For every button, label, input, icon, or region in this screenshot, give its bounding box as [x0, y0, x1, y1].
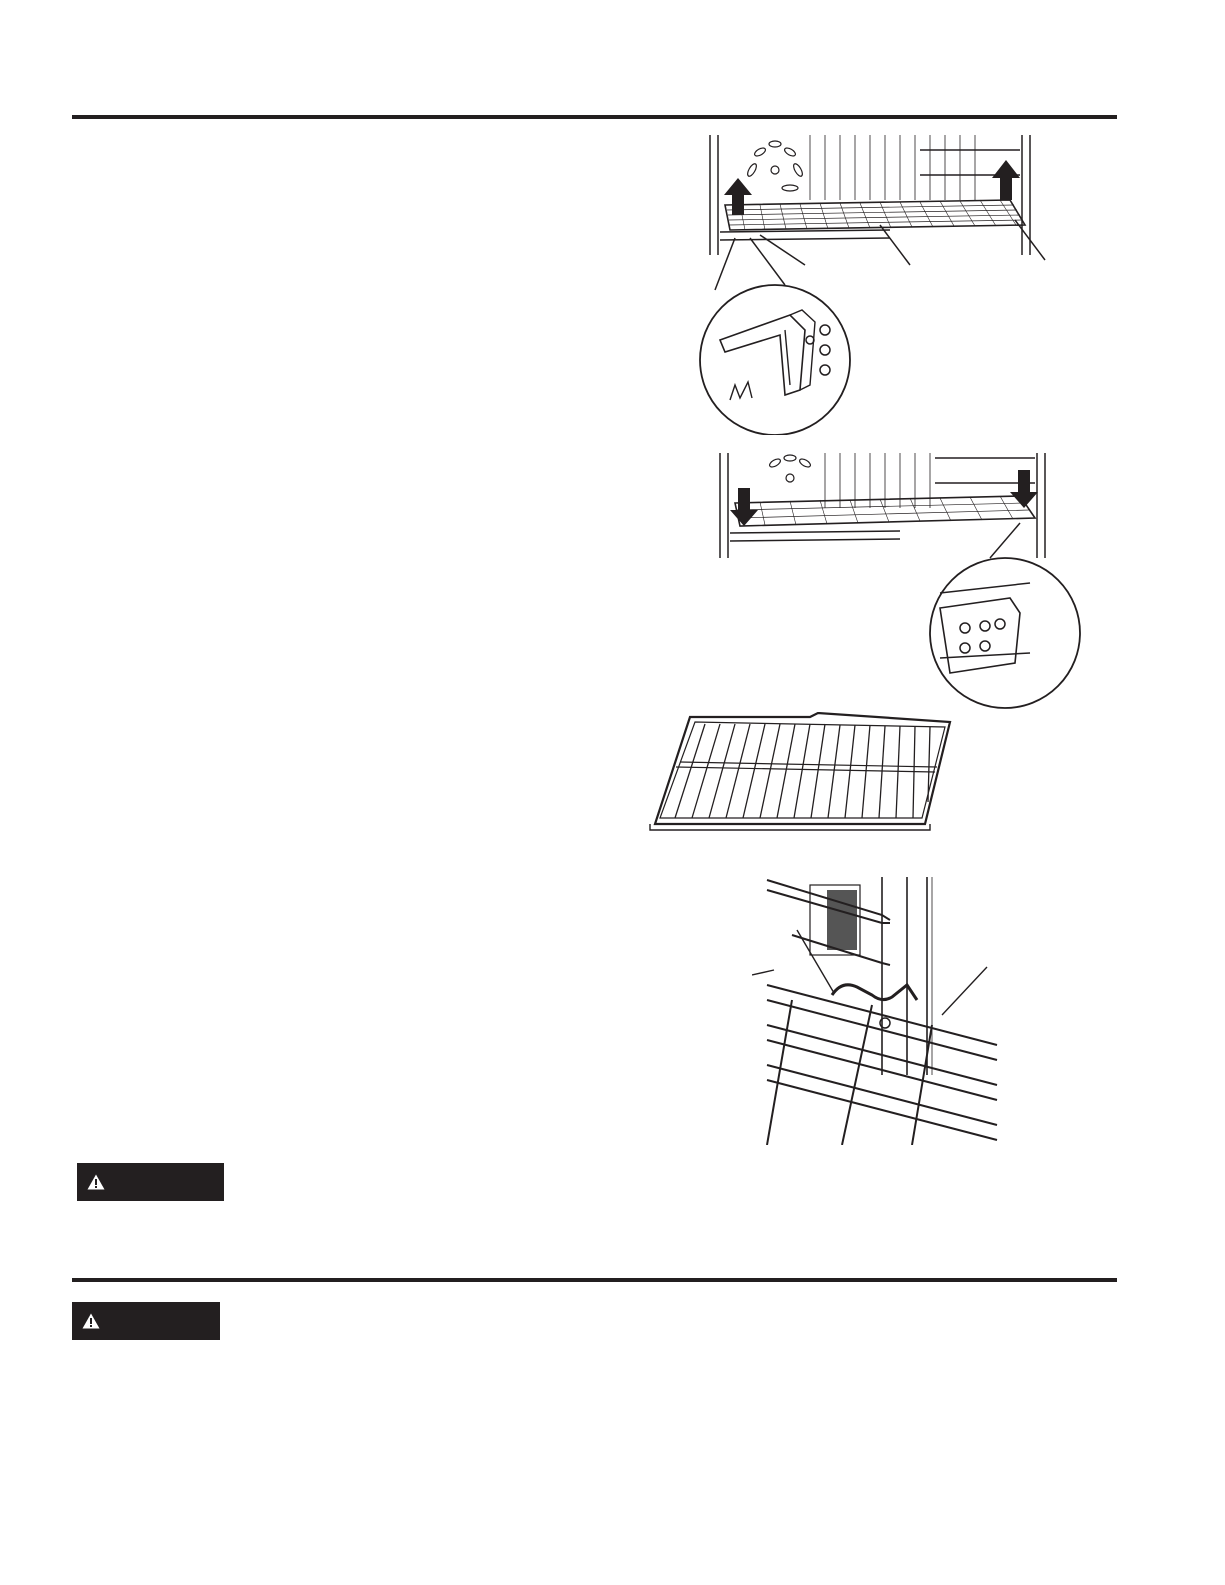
warning-badge-bottom [72, 1302, 220, 1340]
rack-removal-illustration [690, 130, 1070, 435]
warning-triangle-icon [82, 1313, 100, 1329]
rack-stop-detail-illustration [752, 875, 1012, 1145]
bottom-section-rule [72, 1278, 1117, 1282]
oven-rack-illustration [640, 712, 960, 844]
top-section-rule [72, 115, 1117, 119]
warning-badge-top [77, 1163, 224, 1201]
rack-insertion-illustration [700, 448, 1090, 710]
warning-triangle-icon [87, 1174, 105, 1190]
